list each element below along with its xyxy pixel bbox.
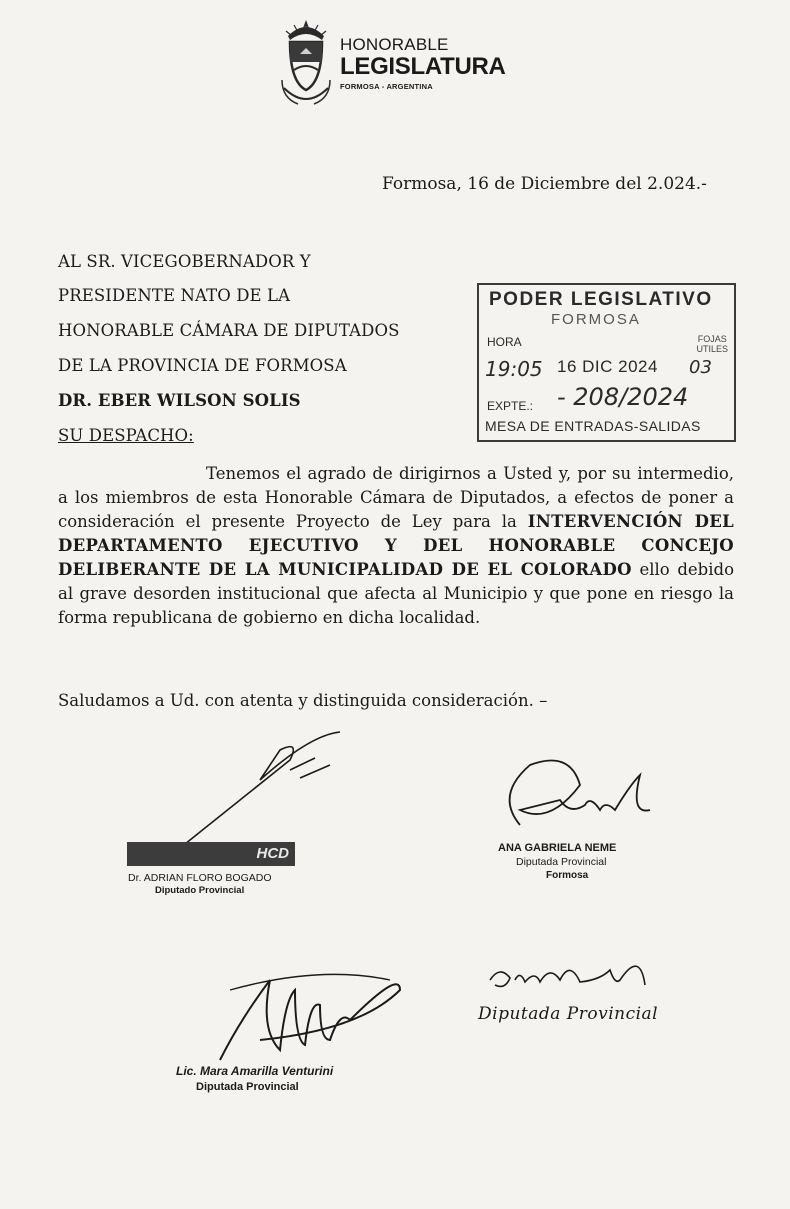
organization-name — [340, 36, 506, 91]
signer-4-role: Diputada Provincial — [478, 1004, 659, 1024]
coat-of-arms-icon — [278, 18, 334, 113]
closing-line: Saludamos a Ud. con atenta y distinguida consideración. – — [58, 691, 548, 710]
signer-2-role: Diputada Provincial — [516, 856, 607, 868]
stamp-hora-label: HORA — [487, 335, 522, 349]
addressee-despacho: SU DESPACHO: — [58, 426, 194, 445]
addressee-line-1: AL SR. VICEGOBERNADOR Y — [58, 252, 311, 271]
handwritten-signature-icon — [140, 730, 360, 850]
signer-1-name: Dr. ADRIAN FLORO BOGADO — [128, 872, 272, 884]
org-line-3: FORMOSA - ARGENTINA — [340, 82, 433, 91]
addressee-name: DR. EBER WILSON SOLIS — [58, 391, 301, 410]
handwritten-signature-icon — [200, 960, 410, 1070]
signer-1-role: Diputado Provincial — [155, 885, 245, 896]
signer-2-place: Formosa — [546, 870, 589, 881]
stamp-mesa: MESA DE ENTRADAS-SALIDAS — [485, 418, 701, 434]
signer-3-role: Diputada Provincial — [196, 1081, 299, 1093]
stamp-expte-label: EXPTE.: — [487, 399, 534, 413]
org-line-1: HONORABLE — [340, 35, 449, 54]
date-line: Formosa, 16 de Diciembre del 2.024.- — [382, 174, 707, 194]
org-line-2: LEGISLATURA — [340, 53, 506, 80]
signer-2-name: ANA GABRIELA NEME — [498, 842, 617, 854]
hcd-badge-text: HCD — [256, 845, 289, 862]
addressee-line-3: HONORABLE CÁMARA DE DIPUTADOS — [58, 321, 400, 340]
stamp-fojas-count: 03 — [689, 357, 712, 378]
stamp-date: 16 DIC 2024 — [557, 357, 658, 376]
stamp-fojas-label — [696, 335, 728, 355]
body-part-2: ello debido al grave desorden institucional que afecta al Municipio y que pone en riesgo la forma republicana de gobierno en dicha localidad. — [58, 560, 734, 627]
letter-body — [58, 462, 734, 630]
signer-3-name: Lic. Mara Amarilla Venturini — [176, 1064, 334, 1078]
stamp-expte-number: - 208/2024 — [557, 383, 689, 411]
handwritten-signature-icon — [490, 755, 670, 845]
stamp-subtitle: FORMOSA — [551, 311, 641, 328]
signature-4-scribble — [480, 940, 680, 1040]
signature-1-scribble — [140, 730, 360, 850]
body-bold: INTERVENCIÓN DEL DEPARTAMENTO EJECUTIVO Y DEL HONORABLE CONCEJO DELIBERANTE DE LA MUNICIPALIDAD DE EL COLORADO — [58, 512, 734, 579]
body-part-1: Tenemos el agrado de dirigirnos a Usted y, por su intermedio, a los miembros de esta Honorable Cámara de Diputados, a efectos de poner a consideración el presente Proyecto de Ley para la — [58, 464, 734, 531]
signature-3-scribble — [200, 960, 410, 1070]
legislature-logo — [278, 18, 506, 113]
addressee-line-4: DE LA PROVINCIA DE FORMOSA — [58, 356, 347, 375]
reception-stamp — [477, 283, 736, 442]
stamp-fojas-line-2: UTILES — [696, 343, 728, 354]
stamp-time: 19:05 — [485, 357, 543, 381]
hcd-badge — [127, 842, 295, 866]
handwritten-signature-icon — [480, 940, 680, 1040]
stamp-fojas-line-1: FOJAS — [697, 334, 727, 344]
addressee-line-2: PRESIDENTE NATO DE LA — [58, 286, 291, 305]
stamp-title: PODER LEGISLATIVO — [489, 289, 713, 310]
signature-2-scribble — [490, 755, 670, 845]
